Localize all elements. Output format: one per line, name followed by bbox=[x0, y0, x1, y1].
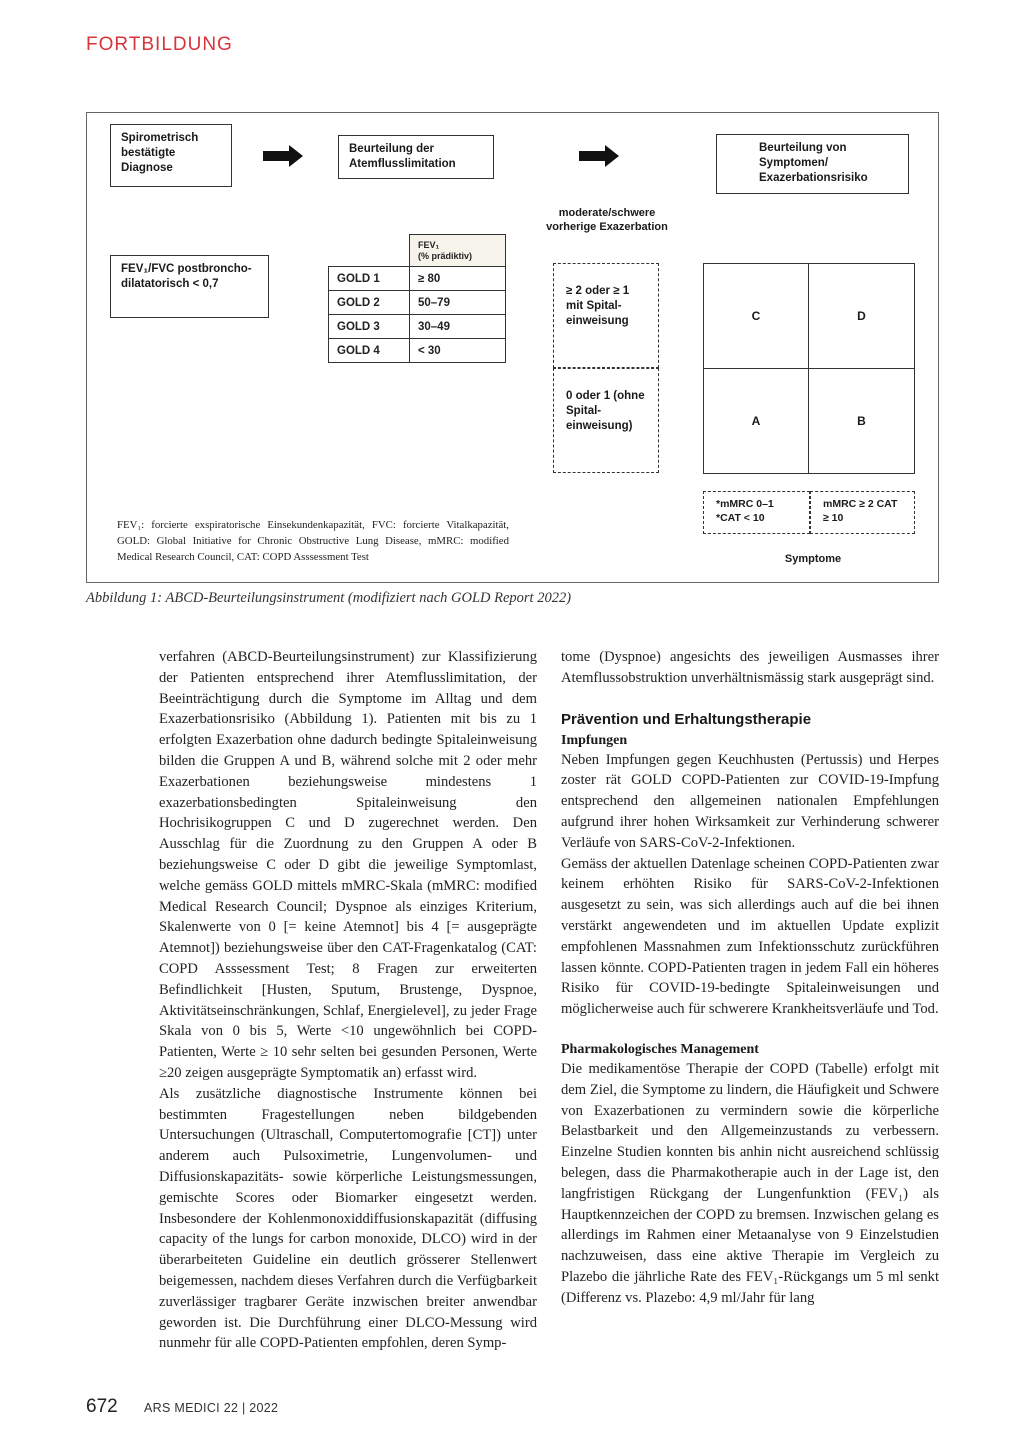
arrow-right-icon bbox=[263, 145, 303, 167]
page-number: 672 bbox=[86, 1396, 118, 1417]
fev1-header: FEV₁ (% prädiktiv) bbox=[410, 235, 506, 267]
exacerbation-label: moderate/schwere vorherige Exazerbation bbox=[546, 207, 668, 233]
table-row: GOLD 2 50–79 bbox=[329, 291, 506, 315]
step-symptoms-box: Beurteilung von Symptomen/ Exazerbationsrisiko bbox=[716, 134, 909, 194]
symptom-high-box: mMRC ≥ 2 CAT ≥ 10 bbox=[810, 491, 915, 534]
text-column-left bbox=[159, 647, 537, 1354]
subsection-heading: Impfungen bbox=[561, 732, 628, 748]
table-row: GOLD 3 30–49 bbox=[329, 315, 506, 339]
diagnosis-criteria-box: FEV₁/FVC postbroncho-dilatatorisch < 0,7 bbox=[110, 255, 269, 318]
arrow-right-icon bbox=[579, 145, 619, 167]
abbreviations-note: FEV₁: forcierte exspiratorische Einsekundenkapazität, FVC: forcierte Vitalkapazität, GOLD: Global Initiative for Chronic Obstructive Lung Disease, mMRC: modified Medical Research Council, CAT: COPD Asssessment Test bbox=[117, 519, 509, 563]
symptom-axis-label: Symptome bbox=[784, 553, 842, 565]
paragraph: Als zusätzliche diagnostische Instrumente können bei bestimmten Fragestellungen neben bildgebenden Untersuchungen (Ultraschall, Computertomografie [CT]) unter anderem auch Pulsoximetrie, Lungenvolumen- und Diffusionskapazitäts- sowie körperliche Leistungsmessungen, gemischte Scores oder Biomarker eingesetzt werden. Insbesondere der Kohlenmonoxiddiffusionskapazität (diffusing capacity of the lungs for carbon monoxide, DLCO) wird in der überarbeiteten Guideline ein deutlich grösserer Stellenwert beigemessen, nachdem dieses Verfahren durch die Verfügbarkeit zuverlässiger tragbarer Geräte inzwischen breiter anwendbar geworden ist. Die Durchführung einer DLCO-Messung wird nunmehr für alle COPD-Patienten empfohlen, deren Symp- bbox=[159, 1085, 537, 1352]
paragraph: Neben Impfungen gegen Keuchhusten (Pertussis) und Herpes zoster rät GOLD COPD-Patienten zur COVID-19-Impfung entsprechend den allgemeinen nationalen Empfehlungen aufgrund ihrer hohen Wirksamkeit zur Verhinderung schwerer Verläufe von SARS-CoV-2-Infektionen. bbox=[561, 751, 939, 851]
abcd-figure bbox=[86, 112, 939, 583]
section-heading: Prävention und Erhaltungstherapie bbox=[561, 710, 812, 728]
group-a: A bbox=[704, 369, 809, 474]
gold-table bbox=[328, 234, 506, 363]
group-b: B bbox=[857, 413, 866, 428]
section-header: FORTBILDUNG bbox=[86, 34, 233, 55]
paragraph: Gemäss der aktuellen Datenlage scheinen COPD-Patienten zwar keinem erhöhten Risiko für SARS-CoV-2-Infektionen ausgesetzt zu sein, was sich allerdings auch auf die bei ihnen verstärkt angewendeten und im aktuellen Update explizit empfohlenen Massnahmen zum Infektionsschutz zurückführen lassen könnte. COPD-Patienten tragen in jedem Fall ein höheres Risiko für COVID-19-bedingte Spitaleinweisungen und möglicherweise auch für schwerere Krankheitsverläufe und Tod. bbox=[561, 855, 939, 1018]
journal-name: ARS MEDICI 22 | 2022 bbox=[144, 1401, 279, 1415]
group-c: C bbox=[704, 264, 809, 369]
exacerbation-high-box: ≥ 2 oder ≥ 1 mit Spital-einweisung bbox=[553, 263, 659, 368]
paragraph: tome (Dyspnoe) angesichts des jeweiligen Ausmasses ihrer Atemflussobstruktion unverhältnismässig stark ausgeprägt sind. bbox=[561, 649, 939, 686]
text-column-right bbox=[561, 647, 939, 1309]
step-diagnosis-box: Spirometrisch bestätigte Diagnose bbox=[110, 124, 232, 187]
paragraph: verfahren (ABCD-Beurteilungsinstrument) zur Klassifizierung der Patienten entsprechend ihrer Atemflusslimitation, der Beeinträchtigung durch die Symptome im Alltag und dem Exazerbationsrisiko (Abbildung 1). Patienten mit bis zu 1 erfolgten Exazerbation ohne dadurch bedingte Spitaleinweisung bilden die Gruppen A und B, während solche mit 2 oder mehr Exazerbationen beziehungsweise mindestens 1 exazerbationsbedingten Spitaleinweisung den Hochrisikogruppen C und D zugerechnet werden. Den Ausschlag für die Zuordnung zu den Gruppen A oder B beziehungsweise C oder D gibt die jeweilige Symptomlast, welche gemäss GOLD mittels mMRC-Skala (mMRC: modified Medical Research Council; Dyspnoe als einziges Kriterium, Skalenwerte von 0 [= keine Atemnot] bis 4 [= ausgeprägte Atemnot]) beziehungsweise über den CAT-Fragenkatalog (CAT: COPD Asssessment Test; 8 Fragen zur erweiterten Befindlichkeit [Husten, Sputum, Brustenge, Dyspnoe, Aktivitätseinschränkungen, Schlaf, Energielevel], zu jeder Frage Skala von 0 bis 5, Werte <10 ungewöhnlich bei COPD-Patienten, Werte ≥ 10 sehr selten bei gesunden Personen, Werte ≥20 zeigen ausgeprägte Symptomatik an) erfasst wird. bbox=[159, 649, 537, 1081]
exacerbation-low-box: 0 oder 1 (ohne Spital-einweisung) bbox=[553, 368, 659, 473]
group-d: D bbox=[809, 264, 914, 369]
subsection-heading: Pharmakologisches Management bbox=[561, 1041, 759, 1057]
table-row: GOLD 4 < 30 bbox=[329, 339, 506, 363]
figure-caption: Abbildung 1: ABCD-Beurteilungsinstrument (modifiziert nach GOLD Report 2022) bbox=[86, 590, 572, 606]
page-footer bbox=[86, 1396, 279, 1418]
abcd-grid bbox=[703, 263, 915, 474]
table-row: GOLD 1 ≥ 80 bbox=[329, 267, 506, 291]
step-airflow-box: Beurteilung der Atemflusslimitation bbox=[338, 135, 494, 179]
symptom-low-box: *mMRC 0–1 *CAT < 10 bbox=[703, 491, 810, 534]
paragraph: Die medikamentöse Therapie der COPD (Tabelle) erfolgt mit dem Ziel, die Symptome zu lindern, die Häufigkeit und Schwere von Exazerbationen zu vermindern sowie die körperliche Belastbarkeit und den Allgemeinzustands zu verbessern. Einzelne Studien konnten bis anhin nicht ausreichend schlüssig belegen, dass die Pharmakotherapie auch in der Lage ist, den langfristigen Rückgang der Lungenfunktion (FEV₁) als Hauptkennzeichen der COPD zu bremsen. Inzwischen gelang es allerdings im Rahmen einer Metaanalyse von 9 Einzelstudien nachzuweisen, dass eine aktive Therapie im Vergleich zu Plazebo die jährliche Rate des FEV₁-Rückgangs um 5 ml senkt (Differenz vs. Plazebo: 4,9 ml/Jahr für lang bbox=[561, 1060, 939, 1306]
